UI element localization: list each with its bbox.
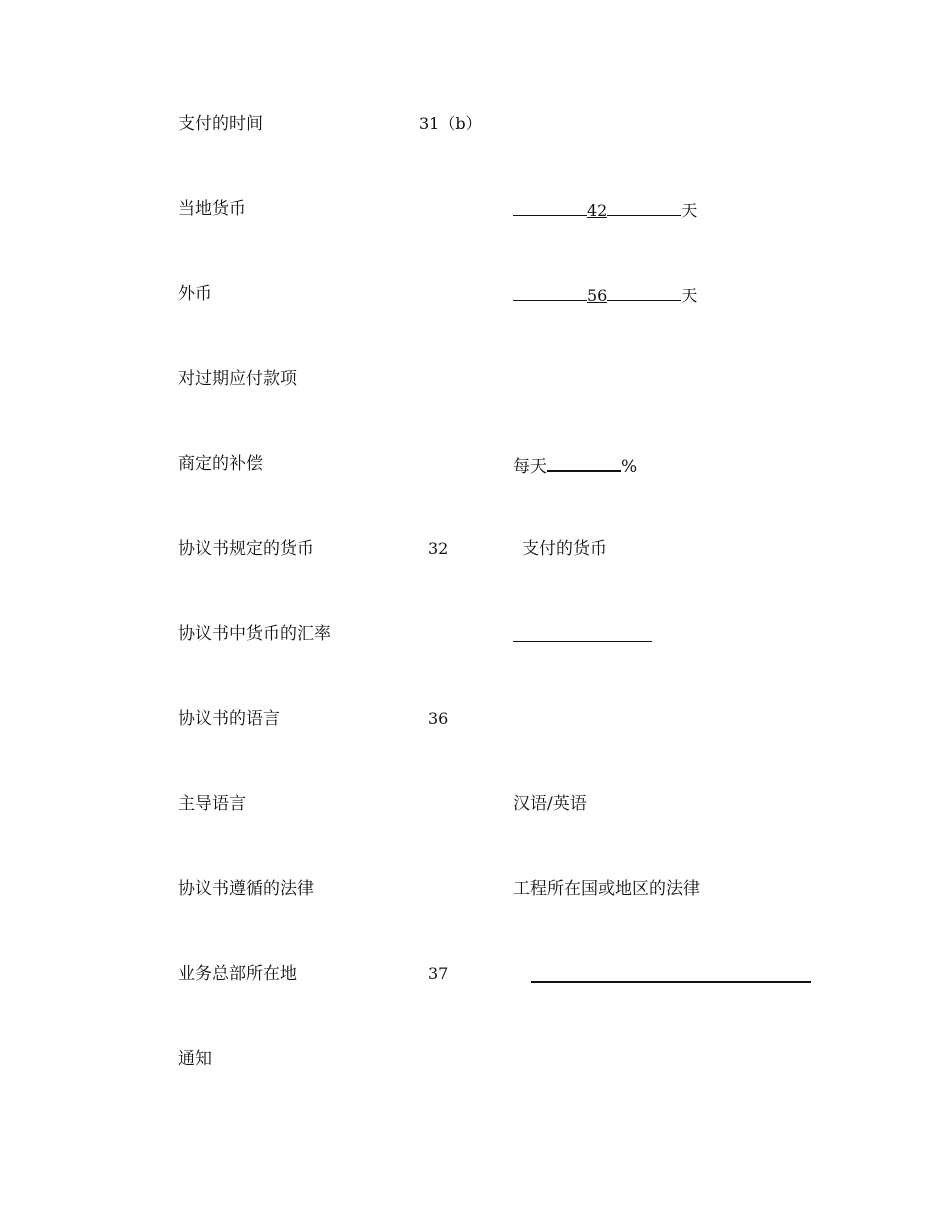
local-currency-unit: 天 (681, 201, 698, 220)
agreed-compensation-blank (547, 454, 621, 472)
local-currency-blank-left (513, 199, 587, 216)
agreed-compensation-field (513, 454, 637, 477)
foreign-currency-days: 56 (587, 286, 608, 305)
foreign-currency-unit: 天 (681, 286, 698, 305)
agreed-compensation-prefix: 每天 (513, 457, 547, 477)
payment-time-clause: 31（b） (419, 114, 482, 133)
governing-law-value: 工程所在国或地区的法律 (513, 879, 700, 899)
local-currency-blank-right (607, 199, 681, 216)
foreign-currency-days-field (513, 284, 697, 306)
agreed-compensation-label: 商定的补偿 (178, 454, 263, 474)
foreign-currency-blank-right (607, 284, 681, 301)
agreement-currency-clause: 32 (428, 539, 449, 558)
exchange-rate-label: 协议书中货币的汇率 (178, 624, 331, 644)
payment-time-label: 支付的时间 (178, 114, 263, 134)
agreement-currency-value: 支付的货币 (522, 539, 607, 559)
local-currency-days-field (513, 199, 697, 221)
agreement-currency-label: 协议书规定的货币 (178, 539, 314, 559)
agreement-language-clause: 36 (428, 709, 449, 728)
foreign-currency-blank-left (513, 284, 587, 301)
headquarters-clause: 37 (428, 964, 449, 983)
agreement-language-label: 协议书的语言 (178, 709, 280, 729)
local-currency-label: 当地货币 (178, 199, 246, 219)
notice-label: 通知 (178, 1049, 212, 1069)
exchange-rate-blank (513, 641, 652, 642)
ruling-language-value: 汉语/英语 (513, 794, 587, 814)
overdue-payment-label: 对过期应付款项 (178, 369, 297, 389)
foreign-currency-label: 外币 (178, 284, 212, 304)
headquarters-label: 业务总部所在地 (178, 964, 297, 984)
governing-law-label: 协议书遵循的法律 (178, 879, 314, 899)
local-currency-days: 42 (587, 201, 608, 220)
ruling-language-label: 主导语言 (178, 794, 246, 814)
agreed-compensation-suffix: % (621, 457, 638, 477)
headquarters-blank (531, 981, 811, 983)
